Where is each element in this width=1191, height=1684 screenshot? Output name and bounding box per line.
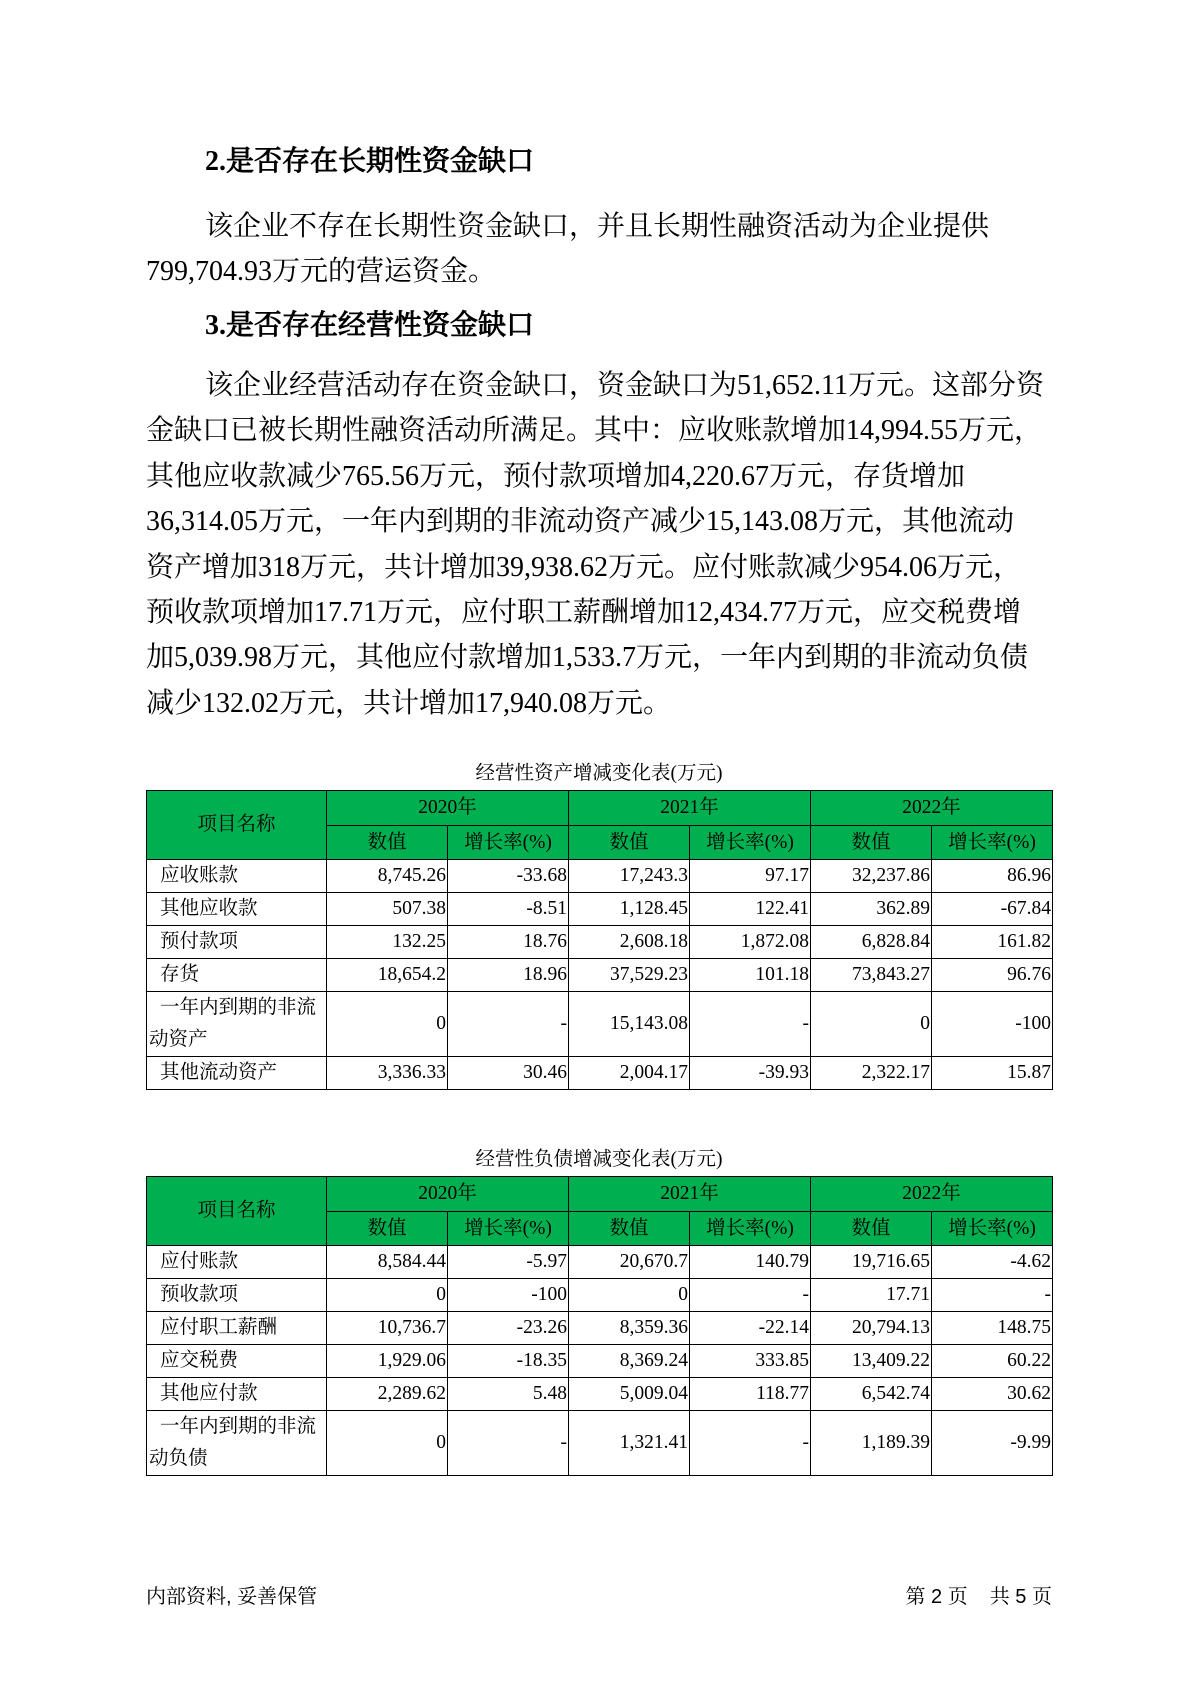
value-2022: 2,322.17 (811, 1057, 932, 1090)
header-row (147, 1177, 1053, 1212)
growth-2022: 96.76 (932, 959, 1053, 992)
value-2022: 32,237.86 (811, 860, 932, 893)
value-2022: 73,843.27 (811, 959, 932, 992)
growth-2020: -23.26 (448, 1312, 569, 1345)
value-2020: 8,745.26 (327, 860, 448, 893)
value-2021: 20,670.7 (569, 1246, 690, 1279)
subheader-growth-rate: 增长率(%) (932, 1212, 1053, 1246)
value-2021: 2,608.18 (569, 926, 690, 959)
value-2021: 1,321.41 (569, 1411, 690, 1476)
operating-liabilities-table (146, 1176, 1053, 1476)
row-label: 应收账款 (147, 860, 327, 893)
value-2020: 0 (327, 1411, 448, 1476)
value-2020: 0 (327, 1279, 448, 1312)
value-2021: 17,243.3 (569, 860, 690, 893)
growth-2022: -100 (932, 992, 1053, 1057)
value-2020: 0 (327, 992, 448, 1057)
subheader-growth-rate: 增长率(%) (448, 826, 569, 860)
table-row (147, 959, 1053, 992)
value-2022: 20,794.13 (811, 1312, 932, 1345)
growth-2020: -5.97 (448, 1246, 569, 1279)
growth-2022: 148.75 (932, 1312, 1053, 1345)
growth-2020: -8.51 (448, 893, 569, 926)
confidentiality-note: 内部资料, 妥善保管 (146, 1586, 318, 1608)
item-name-header: 项目名称 (147, 791, 327, 860)
growth-2022: 60.22 (932, 1345, 1053, 1378)
value-2021: 1,128.45 (569, 893, 690, 926)
paragraph (146, 204, 1052, 295)
growth-2021: 97.17 (690, 860, 811, 893)
growth-2022: 30.62 (932, 1378, 1053, 1411)
table-row (147, 992, 1053, 1057)
row-label: 应交税费 (147, 1345, 327, 1378)
value-2020: 507.38 (327, 893, 448, 926)
paragraph-line: 该企业不存在长期性资金缺口，并且长期性融资活动为企业提供 (205, 211, 990, 242)
value-2022: 17.71 (811, 1279, 932, 1312)
growth-2020: -33.68 (448, 860, 569, 893)
table-caption: 经营性负债增减变化表(万元) (475, 1149, 723, 1170)
subheader-growth-rate: 增长率(%) (932, 826, 1053, 860)
paragraph-line: 资产增加318万元，共计增加39,938.62万元。应付账款减少954.06万元， (146, 551, 1022, 583)
value-2020: 1,929.06 (327, 1345, 448, 1378)
growth-2022: 86.96 (932, 860, 1053, 893)
table-row (147, 1411, 1053, 1476)
row-label: 其他应收款 (147, 893, 327, 926)
table-row (147, 1378, 1053, 1411)
paragraph-line: 799,704.93万元的营运资金。 (146, 256, 497, 288)
row-label: 预付款项 (147, 926, 327, 959)
subheader-growth-rate: 增长率(%) (448, 1212, 569, 1246)
growth-2022: - (932, 1279, 1053, 1312)
growth-2021: -39.93 (690, 1057, 811, 1090)
value-2020: 2,289.62 (327, 1378, 448, 1411)
year-header-2022: 2022年 (811, 791, 1053, 826)
growth-2020: - (448, 992, 569, 1057)
value-2022: 6,542.74 (811, 1378, 932, 1411)
value-2020: 18,654.2 (327, 959, 448, 992)
header-row (147, 791, 1053, 826)
subheader-value: 数值 (569, 1212, 690, 1246)
subheader-value: 数值 (327, 1212, 448, 1246)
section-heading: 3.是否存在经营性资金缺口 (205, 310, 535, 341)
row-label: 一年内到期的非流动负债 (147, 1411, 327, 1476)
growth-2022: 15.87 (932, 1057, 1053, 1090)
growth-2021: - (690, 1411, 811, 1476)
table-row (147, 1057, 1053, 1090)
row-label: 一年内到期的非流动资产 (147, 992, 327, 1057)
growth-2021: -22.14 (690, 1312, 811, 1345)
section-heading: 2.是否存在长期性资金缺口 (205, 146, 535, 177)
row-label: 预收款项 (147, 1279, 327, 1312)
growth-2020: 18.76 (448, 926, 569, 959)
item-name-header: 项目名称 (147, 1177, 327, 1246)
value-2020: 8,584.44 (327, 1246, 448, 1279)
table-row (147, 1279, 1053, 1312)
growth-2021: 1,872.08 (690, 926, 811, 959)
growth-2021: 333.85 (690, 1345, 811, 1378)
paragraph-line: 加5,039.98万元，其他应付款增加1,533.7万元，一年内到期的非流动负债 (146, 642, 1029, 674)
growth-2020: 5.48 (448, 1378, 569, 1411)
growth-2021: 140.79 (690, 1246, 811, 1279)
value-2021: 5,009.04 (569, 1378, 690, 1411)
subheader-growth-rate: 增长率(%) (690, 826, 811, 860)
paragraph-line: 该企业经营活动存在资金缺口，资金缺口为51,652.11万元。这部分资 (205, 370, 1044, 401)
year-header-2020: 2020年 (327, 791, 569, 826)
row-label: 其他流动资产 (147, 1057, 327, 1090)
value-2021: 8,359.36 (569, 1312, 690, 1345)
table-row (147, 860, 1053, 893)
table-row (147, 1312, 1053, 1345)
paragraph-line: 减少132.02万元，共计增加17,940.08万元。 (146, 687, 672, 719)
value-2021: 15,143.08 (569, 992, 690, 1057)
subheader-growth-rate: 增长率(%) (690, 1212, 811, 1246)
row-label: 其他应付款 (147, 1378, 327, 1411)
value-2021: 2,004.17 (569, 1057, 690, 1090)
subheader-value: 数值 (569, 826, 690, 860)
growth-2020: -18.35 (448, 1345, 569, 1378)
year-header-2020: 2020年 (327, 1177, 569, 1212)
growth-2022: -9.99 (932, 1411, 1053, 1476)
value-2020: 10,736.7 (327, 1312, 448, 1345)
growth-2021: 101.18 (690, 959, 811, 992)
growth-2021: 122.41 (690, 893, 811, 926)
year-header-2021: 2021年 (569, 791, 811, 826)
row-label: 应付职工薪酬 (147, 1312, 327, 1345)
page-number (906, 1585, 1053, 1609)
value-2022: 19,716.65 (811, 1246, 932, 1279)
value-2022: 1,189.39 (811, 1411, 932, 1476)
value-2021: 0 (569, 1279, 690, 1312)
growth-2020: 30.46 (448, 1057, 569, 1090)
growth-2022: -67.84 (932, 893, 1053, 926)
paragraph-line: 36,314.05万元，一年内到期的非流动资产减少15,143.08万元，其他流动 (146, 506, 1015, 538)
paragraph-line: 预收款项增加17.71万元，应付职工薪酬增加12,434.77万元，应交税费增 (146, 596, 1022, 628)
growth-2021: - (690, 992, 811, 1057)
growth-2020: -100 (448, 1279, 569, 1312)
subheader-value: 数值 (327, 826, 448, 860)
year-header-2022: 2022年 (811, 1177, 1053, 1212)
paragraph-line: 其他应收款减少765.56万元，预付款项增加4,220.67万元，存货增加 (146, 460, 966, 492)
table-row (147, 1246, 1053, 1279)
value-2022: 13,409.22 (811, 1345, 932, 1378)
paragraph (146, 363, 1052, 726)
table-row (147, 893, 1053, 926)
growth-2022: 161.82 (932, 926, 1053, 959)
table-caption: 经营性资产增减变化表(万元) (475, 763, 723, 784)
table-row (147, 926, 1053, 959)
growth-2022: -4.62 (932, 1246, 1053, 1279)
page-current: 第 2 页 (905, 1586, 968, 1608)
paragraph-line: 金缺口已被长期性融资活动所满足。其中：应收账款增加14,994.55万元， (146, 415, 1043, 447)
value-2021: 8,369.24 (569, 1345, 690, 1378)
value-2022: 0 (811, 992, 932, 1057)
row-label: 应付账款 (147, 1246, 327, 1279)
value-2020: 132.25 (327, 926, 448, 959)
growth-2020: - (448, 1411, 569, 1476)
value-2022: 6,828.84 (811, 926, 932, 959)
growth-2021: - (690, 1279, 811, 1312)
page-total: 共 5 页 (989, 1586, 1052, 1608)
row-label: 存货 (147, 959, 327, 992)
growth-2021: 118.77 (690, 1378, 811, 1411)
value-2021: 37,529.23 (569, 959, 690, 992)
value-2022: 362.89 (811, 893, 932, 926)
subheader-value: 数值 (811, 1212, 932, 1246)
subheader-value: 数值 (811, 826, 932, 860)
growth-2020: 18.96 (448, 959, 569, 992)
operating-assets-table (146, 790, 1053, 1090)
value-2020: 3,336.33 (327, 1057, 448, 1090)
table-row (147, 1345, 1053, 1378)
year-header-2021: 2021年 (569, 1177, 811, 1212)
